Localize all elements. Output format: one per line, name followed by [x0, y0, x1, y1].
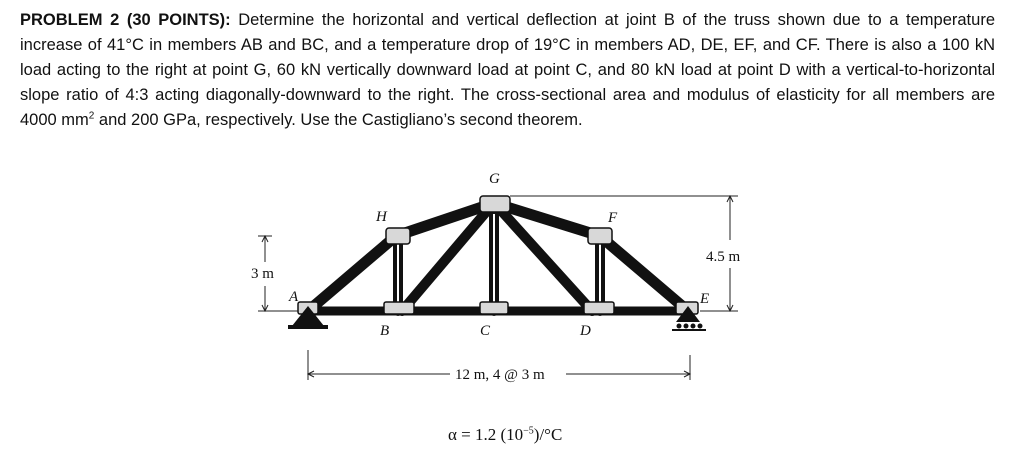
node-label-C: C — [480, 323, 491, 339]
member-FE — [600, 236, 688, 311]
dimension-right-label: 4.5 m — [706, 249, 741, 265]
node-label-H: H — [376, 209, 387, 225]
node-label-D: D — [580, 323, 591, 339]
alpha-exponent: −5 — [523, 425, 534, 437]
problem-text-2: and 200 GPa, respectively. Use the Castigliano’s second theorem. — [94, 111, 583, 129]
dimension-span — [308, 350, 690, 383]
thermal-coefficient — [448, 425, 562, 445]
truss-members — [308, 203, 688, 311]
gusset-H — [386, 228, 410, 244]
problem-superscript: 2 — [88, 110, 95, 122]
node-label-A: A — [289, 289, 299, 305]
gusset-B — [384, 302, 414, 314]
gusset-F — [588, 228, 612, 244]
dimension-span-label: 12 m, 4 @ 3 m — [455, 367, 545, 383]
node-label-E: E — [700, 291, 710, 307]
node-label-B: B — [380, 323, 390, 339]
member-AH — [308, 236, 396, 311]
node-label-F: F — [608, 210, 618, 226]
gusset-G — [480, 196, 510, 212]
node-label-G: G — [489, 171, 500, 187]
problem-heading: PROBLEM 2 (30 POINTS): — [20, 11, 231, 29]
gusset-C — [480, 302, 508, 314]
gusset-D — [584, 302, 614, 314]
alpha-unit: )/°C — [533, 425, 563, 444]
dimension-left-label: 3 m — [251, 266, 274, 282]
problem-text-1: Determine the horizontal and vertical deflection at joint B of the truss shown due to a temperature increase of 41°C in members AB and BC, and a temperature drop of 19°C in members AD, DE, EF, and CF. There is also a 100 kN load acting to the right at point G, 60 kN vertically downward load at point C, and 80 kN load at point D with a vertical-to-horizontal slope ratio of 4:3 acting diagonally-downward to the right. The cross-sectional area and modulus of elasticity for all members are 4000 mm — [20, 11, 995, 129]
alpha-text: α = 1.2 (10 — [448, 425, 524, 444]
